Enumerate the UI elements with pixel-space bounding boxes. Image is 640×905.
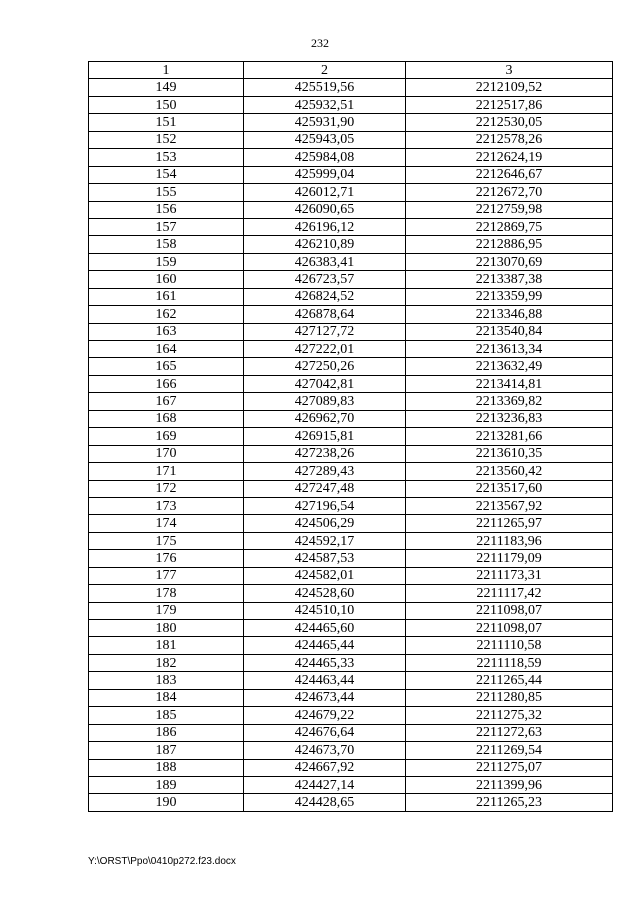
x-coordinate-cell: 427042,81	[244, 375, 406, 392]
table-row	[89, 724, 613, 741]
table-row	[89, 602, 613, 619]
point-number-cell: 166	[89, 375, 244, 392]
column-header-3: 3	[406, 62, 613, 79]
table-row	[89, 149, 613, 166]
table-row	[89, 201, 613, 218]
point-number-cell: 187	[89, 742, 244, 759]
x-coordinate-cell: 427247,48	[244, 480, 406, 497]
x-coordinate-cell: 426723,57	[244, 271, 406, 288]
table-row	[89, 428, 613, 445]
x-coordinate-cell: 426196,12	[244, 218, 406, 235]
table-header	[89, 62, 613, 79]
point-number-cell: 181	[89, 637, 244, 654]
point-number-cell: 174	[89, 515, 244, 532]
point-number-cell: 172	[89, 480, 244, 497]
point-number-cell: 176	[89, 550, 244, 567]
table-row	[89, 532, 613, 549]
y-coordinate-cell: 2213346,88	[406, 306, 613, 323]
x-coordinate-cell: 427196,54	[244, 497, 406, 514]
x-coordinate-cell: 425932,51	[244, 96, 406, 113]
x-coordinate-cell: 427238,26	[244, 445, 406, 462]
table-row	[89, 463, 613, 480]
table-row	[89, 515, 613, 532]
table-row	[89, 79, 613, 96]
footer-file-path: Y:\ORST\Ppo\0410p272.f23.docx	[88, 856, 236, 867]
y-coordinate-cell: 2213567,92	[406, 497, 613, 514]
point-number-cell: 160	[89, 271, 244, 288]
table-row	[89, 707, 613, 724]
point-number-cell: 171	[89, 463, 244, 480]
x-coordinate-cell: 427250,26	[244, 358, 406, 375]
point-number-cell: 175	[89, 532, 244, 549]
column-header-1: 1	[89, 62, 244, 79]
y-coordinate-cell: 2211173,31	[406, 567, 613, 584]
point-number-cell: 165	[89, 358, 244, 375]
table-row	[89, 166, 613, 183]
y-coordinate-cell: 2212530,05	[406, 114, 613, 131]
x-coordinate-cell: 424427,14	[244, 776, 406, 793]
y-coordinate-cell: 2212109,52	[406, 79, 613, 96]
table-row	[89, 672, 613, 689]
point-number-cell: 159	[89, 253, 244, 270]
table-row	[89, 445, 613, 462]
point-number-cell: 183	[89, 672, 244, 689]
y-coordinate-cell: 2213540,84	[406, 323, 613, 340]
table-row	[89, 96, 613, 113]
table-row	[89, 271, 613, 288]
point-number-cell: 186	[89, 724, 244, 741]
table-row	[89, 131, 613, 148]
point-number-cell: 168	[89, 410, 244, 427]
y-coordinate-cell: 2211117,42	[406, 585, 613, 602]
x-coordinate-cell: 427222,01	[244, 341, 406, 358]
y-coordinate-cell: 2212517,86	[406, 96, 613, 113]
point-number-cell: 150	[89, 96, 244, 113]
x-coordinate-cell: 425984,08	[244, 149, 406, 166]
point-number-cell: 162	[89, 306, 244, 323]
header-row	[89, 62, 613, 79]
table-row	[89, 654, 613, 671]
y-coordinate-cell: 2212759,98	[406, 201, 613, 218]
y-coordinate-cell: 2211275,32	[406, 707, 613, 724]
x-coordinate-cell: 424465,60	[244, 620, 406, 637]
table-row	[89, 358, 613, 375]
table-row	[89, 689, 613, 706]
y-coordinate-cell: 2213560,42	[406, 463, 613, 480]
table-row	[89, 306, 613, 323]
table-row	[89, 323, 613, 340]
y-coordinate-cell: 2211269,54	[406, 742, 613, 759]
table-row	[89, 218, 613, 235]
y-coordinate-cell: 2212624,19	[406, 149, 613, 166]
point-number-cell: 179	[89, 602, 244, 619]
x-coordinate-cell: 424465,33	[244, 654, 406, 671]
y-coordinate-cell: 2211265,44	[406, 672, 613, 689]
point-number-cell: 180	[89, 620, 244, 637]
y-coordinate-cell: 2213070,69	[406, 253, 613, 270]
y-coordinate-cell: 2213632,49	[406, 358, 613, 375]
table-row	[89, 637, 613, 654]
x-coordinate-cell: 425519,56	[244, 79, 406, 96]
y-coordinate-cell: 2213236,83	[406, 410, 613, 427]
y-coordinate-cell: 2212646,67	[406, 166, 613, 183]
x-coordinate-cell: 424592,17	[244, 532, 406, 549]
point-number-cell: 164	[89, 341, 244, 358]
y-coordinate-cell: 2211265,23	[406, 794, 613, 811]
x-coordinate-cell: 424463,44	[244, 672, 406, 689]
x-coordinate-cell: 426383,41	[244, 253, 406, 270]
table-row	[89, 341, 613, 358]
table-row	[89, 236, 613, 253]
y-coordinate-cell: 2211272,63	[406, 724, 613, 741]
table-row	[89, 776, 613, 793]
y-coordinate-cell: 2213517,60	[406, 480, 613, 497]
x-coordinate-cell: 426878,64	[244, 306, 406, 323]
y-coordinate-cell: 2211280,85	[406, 689, 613, 706]
point-number-cell: 156	[89, 201, 244, 218]
x-coordinate-cell: 424676,64	[244, 724, 406, 741]
x-coordinate-cell: 426824,52	[244, 288, 406, 305]
x-coordinate-cell: 424465,44	[244, 637, 406, 654]
x-coordinate-cell: 426210,89	[244, 236, 406, 253]
table-row	[89, 620, 613, 637]
point-number-cell: 177	[89, 567, 244, 584]
table-row	[89, 253, 613, 270]
y-coordinate-cell: 2212672,70	[406, 184, 613, 201]
x-coordinate-cell: 424673,44	[244, 689, 406, 706]
y-coordinate-cell: 2213414,81	[406, 375, 613, 392]
y-coordinate-cell: 2213369,82	[406, 393, 613, 410]
point-number-cell: 161	[89, 288, 244, 305]
y-coordinate-cell: 2211098,07	[406, 602, 613, 619]
x-coordinate-cell: 424582,01	[244, 567, 406, 584]
table-row	[89, 567, 613, 584]
point-number-cell: 151	[89, 114, 244, 131]
point-number-cell: 189	[89, 776, 244, 793]
y-coordinate-cell: 2212869,75	[406, 218, 613, 235]
column-header-2: 2	[244, 62, 406, 79]
point-number-cell: 154	[89, 166, 244, 183]
point-number-cell: 182	[89, 654, 244, 671]
x-coordinate-cell: 427127,72	[244, 323, 406, 340]
x-coordinate-cell: 427289,43	[244, 463, 406, 480]
y-coordinate-cell: 2213613,34	[406, 341, 613, 358]
y-coordinate-cell: 2212886,95	[406, 236, 613, 253]
y-coordinate-cell: 2211098,07	[406, 620, 613, 637]
point-number-cell: 153	[89, 149, 244, 166]
y-coordinate-cell: 2211183,96	[406, 532, 613, 549]
y-coordinate-cell: 2213281,66	[406, 428, 613, 445]
table-row	[89, 497, 613, 514]
y-coordinate-cell: 2211265,97	[406, 515, 613, 532]
point-number-cell: 185	[89, 707, 244, 724]
x-coordinate-cell: 424587,53	[244, 550, 406, 567]
y-coordinate-cell: 2213387,38	[406, 271, 613, 288]
point-number-cell: 173	[89, 497, 244, 514]
x-coordinate-cell: 424528,60	[244, 585, 406, 602]
x-coordinate-cell: 426962,70	[244, 410, 406, 427]
point-number-cell: 169	[89, 428, 244, 445]
x-coordinate-cell: 424506,29	[244, 515, 406, 532]
coordinates-table	[88, 61, 613, 812]
point-number-cell: 167	[89, 393, 244, 410]
table-row	[89, 480, 613, 497]
point-number-cell: 158	[89, 236, 244, 253]
x-coordinate-cell: 424673,70	[244, 742, 406, 759]
x-coordinate-cell: 424428,65	[244, 794, 406, 811]
y-coordinate-cell: 2211118,59	[406, 654, 613, 671]
y-coordinate-cell: 2211110,58	[406, 637, 613, 654]
point-number-cell: 170	[89, 445, 244, 462]
table-row	[89, 742, 613, 759]
table-body	[89, 79, 613, 811]
x-coordinate-cell: 426090,65	[244, 201, 406, 218]
y-coordinate-cell: 2211399,96	[406, 776, 613, 793]
point-number-cell: 178	[89, 585, 244, 602]
y-coordinate-cell: 2213610,35	[406, 445, 613, 462]
point-number-cell: 149	[89, 79, 244, 96]
y-coordinate-cell: 2212578,26	[406, 131, 613, 148]
page-number: 232	[311, 36, 329, 50]
table-row	[89, 410, 613, 427]
table-row	[89, 375, 613, 392]
x-coordinate-cell: 426915,81	[244, 428, 406, 445]
point-number-cell: 188	[89, 759, 244, 776]
x-coordinate-cell: 426012,71	[244, 184, 406, 201]
table-row	[89, 759, 613, 776]
point-number-cell: 190	[89, 794, 244, 811]
table-row	[89, 184, 613, 201]
point-number-cell: 157	[89, 218, 244, 235]
x-coordinate-cell: 425999,04	[244, 166, 406, 183]
point-number-cell: 155	[89, 184, 244, 201]
y-coordinate-cell: 2211179,09	[406, 550, 613, 567]
table-row	[89, 794, 613, 811]
table-row	[89, 585, 613, 602]
point-number-cell: 163	[89, 323, 244, 340]
x-coordinate-cell: 424679,22	[244, 707, 406, 724]
point-number-cell: 184	[89, 689, 244, 706]
table-row	[89, 393, 613, 410]
y-coordinate-cell: 2211275,07	[406, 759, 613, 776]
table-row	[89, 550, 613, 567]
x-coordinate-cell: 424510,10	[244, 602, 406, 619]
table-row	[89, 114, 613, 131]
x-coordinate-cell: 425943,05	[244, 131, 406, 148]
x-coordinate-cell: 427089,83	[244, 393, 406, 410]
point-number-cell: 152	[89, 131, 244, 148]
x-coordinate-cell: 424667,92	[244, 759, 406, 776]
y-coordinate-cell: 2213359,99	[406, 288, 613, 305]
table-row	[89, 288, 613, 305]
x-coordinate-cell: 425931,90	[244, 114, 406, 131]
